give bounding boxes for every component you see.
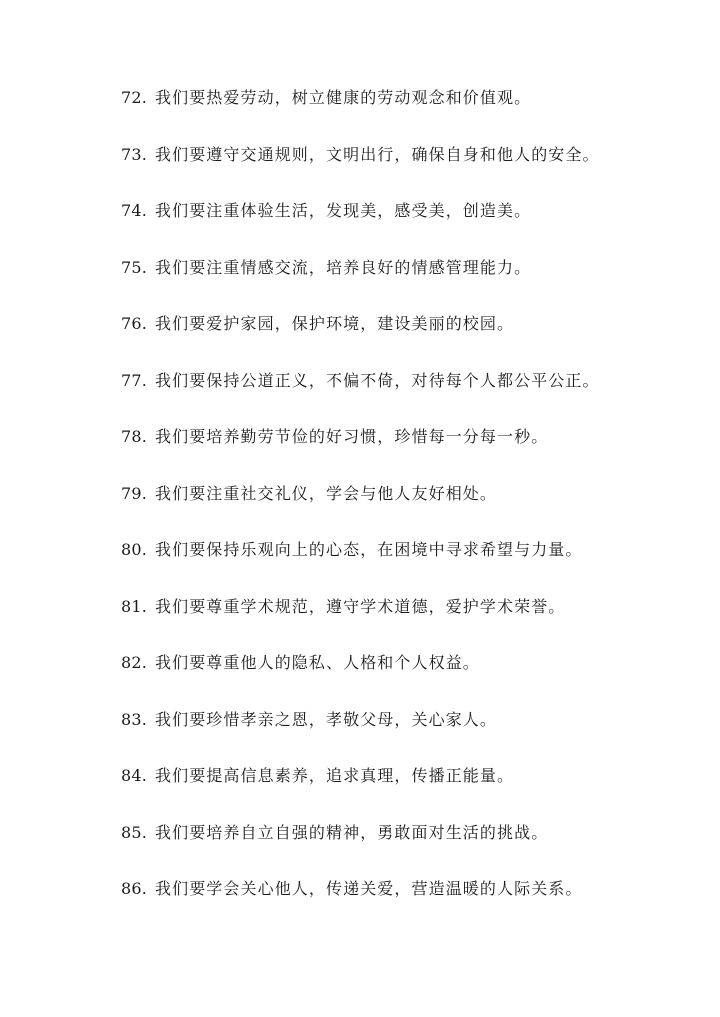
item-text: 我们要培养勤劳节俭的好习惯，珍惜每一分每一秒。 bbox=[155, 427, 549, 446]
list-item bbox=[121, 142, 681, 199]
numbered-list bbox=[121, 85, 681, 933]
item-text: 我们要培养自立自强的精神，勇敢面对生活的挑战。 bbox=[155, 822, 549, 842]
item-number: 77. bbox=[121, 370, 148, 390]
item-text: 我们要保持乐观向上的心态，在困境中寻求希望与力量。 bbox=[155, 540, 583, 559]
item-text: 我们要尊重他人的隐私、人格和个人权益。 bbox=[155, 653, 480, 672]
item-text: 我们要热爱劳动，树立健康的劳动观念和价值观。 bbox=[155, 88, 532, 107]
list-item bbox=[121, 876, 681, 933]
item-number: 84. bbox=[121, 766, 148, 785]
item-number: 81. bbox=[121, 596, 148, 616]
item-text: 我们要注重情感交流，培养良好的情感管理能力。 bbox=[155, 257, 532, 277]
item-text: 我们要提高信息素养，追求真理，传播正能量。 bbox=[155, 766, 515, 785]
item-number: 86. bbox=[121, 879, 148, 898]
item-number: 82. bbox=[121, 653, 148, 672]
list-item bbox=[121, 594, 681, 651]
item-number: 75. bbox=[121, 257, 148, 277]
item-text: 我们要遵守交通规则，文明出行，确保自身和他人的安全。 bbox=[155, 144, 600, 164]
item-text: 我们要爱护家园，保护环境，建设美丽的校园。 bbox=[155, 314, 515, 333]
list-item bbox=[121, 255, 681, 312]
item-number: 76. bbox=[121, 314, 148, 333]
list-item bbox=[121, 820, 681, 877]
list-item bbox=[121, 424, 681, 481]
list-item bbox=[121, 198, 681, 255]
item-text: 我们要保持公道正义，不偏不倚，对待每个人都公平公正。 bbox=[155, 370, 600, 390]
item-text: 我们要珍惜孝亲之恩，孝敬父母，关心家人。 bbox=[155, 709, 498, 729]
list-item bbox=[121, 707, 681, 764]
list-item bbox=[121, 85, 681, 142]
item-number: 80. bbox=[121, 540, 148, 559]
item-number: 72. bbox=[121, 88, 148, 107]
list-item bbox=[121, 368, 681, 425]
item-text: 我们要注重社交礼仪，学会与他人友好相处。 bbox=[155, 483, 498, 503]
list-item bbox=[121, 650, 681, 707]
item-number: 74. bbox=[121, 201, 148, 220]
item-number: 73. bbox=[121, 144, 148, 164]
list-item bbox=[121, 763, 681, 820]
item-text: 我们要注重体验生活，发现美，感受美，创造美。 bbox=[155, 201, 532, 220]
item-number: 85. bbox=[121, 822, 148, 842]
list-item bbox=[121, 481, 681, 538]
item-number: 78. bbox=[121, 427, 148, 446]
item-number: 83. bbox=[121, 709, 148, 729]
item-text: 我们要学会关心他人，传递关爱，营造温暖的人际关系。 bbox=[155, 879, 583, 898]
item-text: 我们要尊重学术规范，遵守学术道德，爱护学术荣誉。 bbox=[155, 596, 566, 616]
list-item bbox=[121, 311, 681, 368]
item-number: 79. bbox=[121, 483, 148, 503]
list-item bbox=[121, 537, 681, 594]
